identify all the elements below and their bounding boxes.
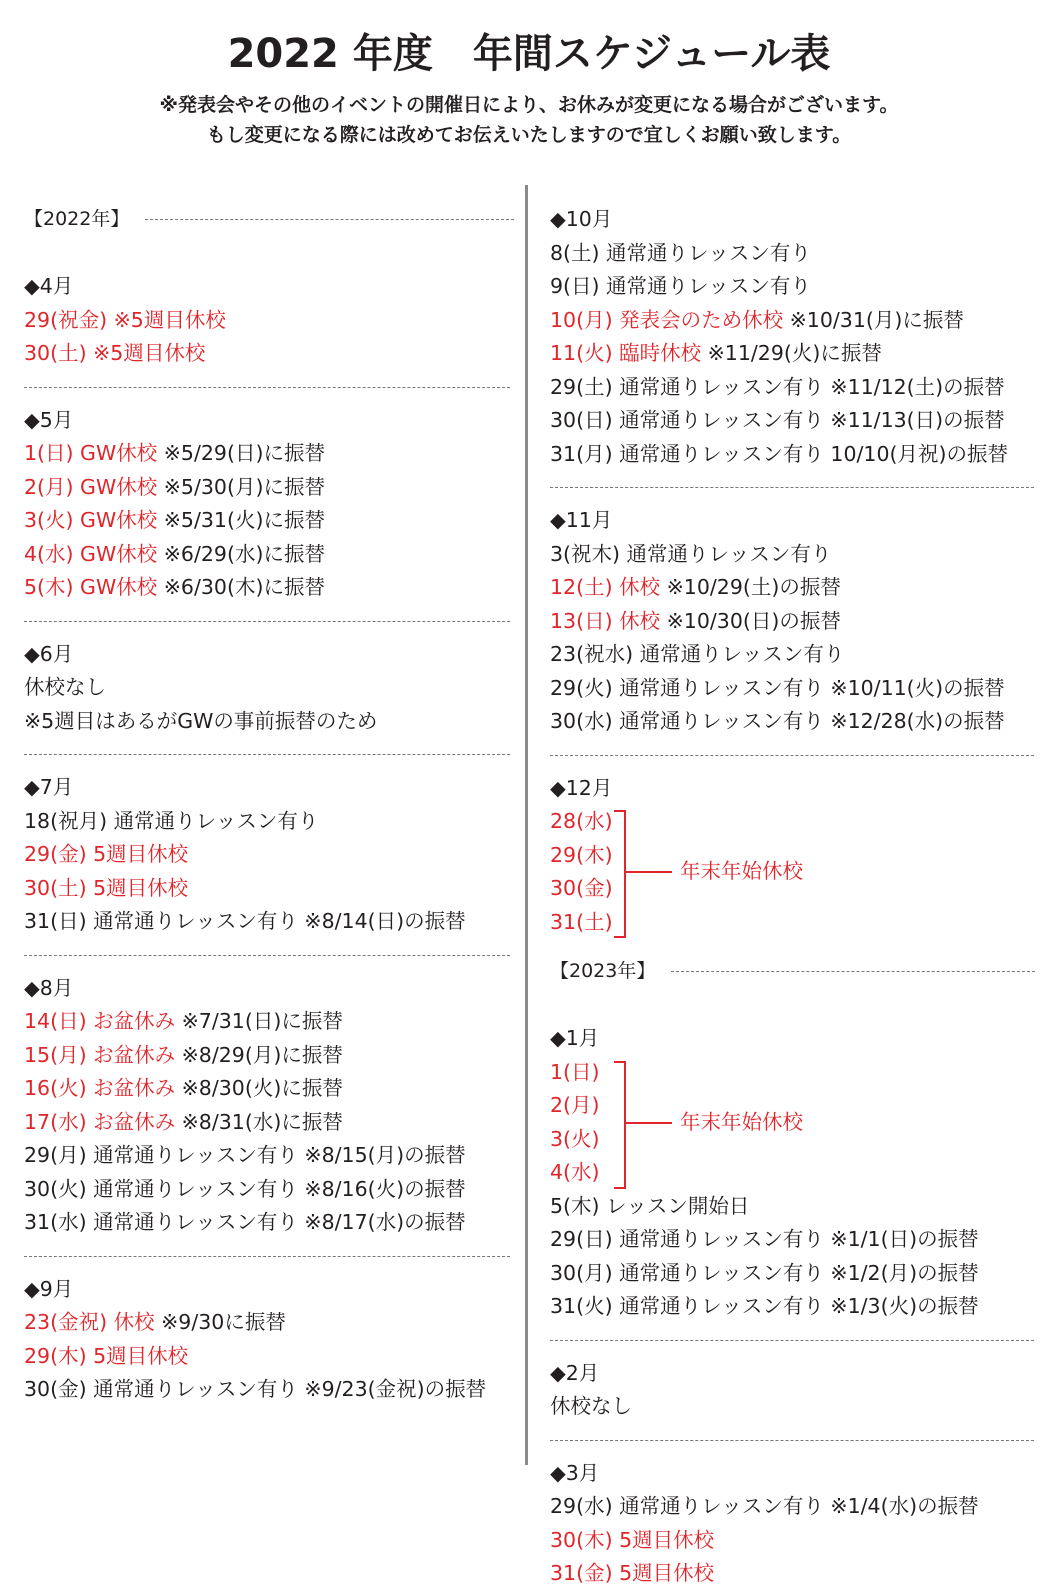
schedule-line: 30(土) ※5週目休校: [24, 341, 206, 365]
schedule-line: [550, 304, 1035, 338]
year-2023-header: [550, 955, 1035, 989]
year-2022-label: 【2022年】: [24, 208, 130, 230]
schedule-line: [24, 471, 514, 505]
closure-note: ※8/31(水)に振替: [175, 1109, 343, 1134]
closure-date: 12(土) 休校: [550, 575, 661, 599]
section-november: [550, 504, 1035, 739]
schedule-line: 30(木) 5週目休校: [550, 1527, 715, 1552]
year-2022-header: [24, 203, 514, 237]
month-heading: ◆9月: [24, 1276, 74, 1301]
schedule-line: 31(月) 通常通りレッスン有り 10/10(月祝)の振替: [550, 441, 1008, 466]
schedule-line: [550, 337, 1035, 371]
month-heading: ◆4月: [24, 274, 74, 298]
section-april: [24, 270, 514, 371]
closure-date: 4(水): [550, 1160, 600, 1184]
section-december: [550, 772, 1035, 940]
section-may: [24, 404, 514, 605]
month-heading: ◆7月: [24, 775, 74, 799]
schedule-line: 3(祝木) 通常通りレッスン有り: [550, 541, 832, 566]
column-divider: [525, 185, 528, 1465]
section-separator: [24, 387, 510, 388]
schedule-line: [24, 1005, 514, 1039]
section-june: [24, 638, 514, 739]
schedule-line: 29(水) 通常通りレッスン有り ※1/4(水)の振替: [550, 1494, 979, 1518]
schedule-line: 18(祝月) 通常通りレッスン有り: [24, 808, 319, 833]
section-january: [550, 1022, 1035, 1324]
bracket-shape: [614, 810, 626, 938]
section-separator: [550, 755, 1034, 756]
schedule-line: 30(金) 通常通りレッスン有り ※9/23(金祝)の振替: [24, 1377, 487, 1401]
month-heading: ◆12月: [550, 775, 613, 800]
month-heading: ◆8月: [24, 975, 74, 1000]
schedule-line: 30(水) 通常通りレッスン有り ※12/28(水)の振替: [550, 709, 1005, 733]
month-heading: ◆3月: [550, 1460, 600, 1485]
year-end-label: 年末年始休校: [680, 859, 803, 883]
page-title: 2022 年度 年間スケジュール表: [227, 31, 831, 77]
schedule-line: [24, 504, 514, 538]
month-heading: ◆1月: [550, 1026, 600, 1050]
closure-date: 3(火) GW休校: [24, 508, 158, 532]
bracket-shape: [614, 1061, 626, 1189]
schedule-line: [24, 571, 514, 605]
schedule-line: [550, 605, 1035, 639]
closure-note: ※6/29(水)に振替: [157, 541, 325, 566]
section-october: [550, 203, 1035, 471]
closure-date: 16(火) お盆休み: [24, 1076, 176, 1100]
schedule-line: [550, 571, 1035, 605]
closure-date: 17(水) お盆休み: [24, 1109, 176, 1134]
schedule-line: 8(土) 通常通りレッスン有り: [550, 240, 811, 265]
year-end-group: [550, 805, 1035, 939]
schedule-line: 30(月) 通常通りレッスン有り ※1/2(月)の振替: [550, 1260, 979, 1285]
month-heading: ◆11月: [550, 508, 613, 532]
closure-note: ※8/30(火)に振替: [175, 1076, 343, 1100]
schedule-line: [24, 1306, 514, 1340]
closure-date: 5(木) GW休校: [24, 575, 158, 599]
closure-note: ※8/29(月)に振替: [175, 1042, 343, 1067]
schedule-line: 29(日) 通常通りレッスン有り ※1/1(日)の振替: [550, 1227, 979, 1251]
schedule-line: 29(土) 通常通りレッスン有り ※11/12(土)の振替: [550, 374, 1005, 399]
schedule-line: [24, 1039, 514, 1073]
closure-date: 3(火): [550, 1126, 600, 1151]
year-2022-dash: [145, 219, 514, 220]
section-separator: [24, 754, 510, 755]
schedule-line: [24, 538, 514, 572]
closure-date: 4(水) GW休校: [24, 541, 158, 566]
schedule-line: 31(金) 5週目休校: [550, 1561, 715, 1585]
closure-note: ※5/29(日)に振替: [157, 441, 325, 465]
closure-note: ※5/31(火)に振替: [157, 508, 325, 532]
closure-date: 30(金): [550, 876, 613, 900]
section-july: [24, 771, 514, 939]
schedule-line: 休校なし: [24, 675, 106, 699]
closure-date: 11(火) 臨時休校: [550, 341, 702, 365]
schedule-line: 29(金) 5週目休校: [24, 842, 189, 866]
closure-date: 1(日): [550, 1059, 600, 1084]
schedule-line: 5(木) レッスン開始日: [550, 1193, 750, 1218]
closure-note: ※10/30(日)の振替: [660, 608, 841, 633]
schedule-line: 29(月) 通常通りレッスン有り ※8/15(月)の振替: [24, 1143, 466, 1167]
closure-date: 13(日) 休校: [550, 608, 661, 633]
month-heading: ◆5月: [24, 407, 74, 432]
schedule-line: ※5週目はあるがGWの事前振替のため: [24, 708, 378, 733]
closure-date: 15(月) お盆休み: [24, 1042, 176, 1067]
schedule-line: 9(日) 通常通りレッスン有り: [550, 274, 811, 298]
section-separator: [550, 1440, 1034, 1441]
year-2023-label: 【2023年】: [550, 960, 656, 982]
schedule-line: 29(火) 通常通りレッスン有り ※10/11(火)の振替: [550, 675, 1005, 700]
notice-line-1: ※発表会やその他のイベントの開催日により、お休みが変更になる場合がございます。: [159, 94, 899, 116]
month-heading: ◆10月: [550, 207, 613, 231]
closure-date: 23(金祝) 休校: [24, 1310, 155, 1334]
closure-date: 28(水): [550, 809, 613, 833]
section-separator: [24, 621, 510, 622]
new-year-group: [550, 1056, 1035, 1190]
bracket-arm: [626, 1122, 672, 1124]
closure-date: 29(木): [550, 842, 613, 867]
section-separator: [24, 955, 510, 956]
schedule-line: 30(日) 通常通りレッスン有り ※11/13(日)の振替: [550, 408, 1005, 432]
closure-date: 2(月): [550, 1093, 600, 1117]
closure-note: ※6/30(木)に振替: [157, 575, 325, 599]
closure-date: 2(月) GW休校: [24, 474, 158, 499]
section-separator: [550, 487, 1034, 488]
closure-note: ※7/31(日)に振替: [175, 1009, 343, 1033]
schedule-line: 23(祝水) 通常通りレッスン有り: [550, 642, 845, 666]
closure-note: ※9/30に振替: [154, 1310, 286, 1334]
section-august: [24, 972, 514, 1240]
closure-date: 31(土): [550, 909, 613, 934]
closure-date: 14(日) お盆休み: [24, 1009, 176, 1033]
schedule-line: [24, 437, 514, 471]
schedule-line: 30(火) 通常通りレッスン有り ※8/16(火)の振替: [24, 1176, 466, 1201]
schedule-line: 29(木) 5週目休校: [24, 1343, 189, 1368]
new-year-label: 年末年始休校: [680, 1109, 803, 1134]
schedule-line: 31(火) 通常通りレッスン有り ※1/3(火)の振替: [550, 1294, 979, 1318]
bracket-arm: [626, 871, 672, 873]
schedule-line: 休校なし: [550, 1394, 632, 1418]
schedule-line: 31(日) 通常通りレッスン有り ※8/14(日)の振替: [24, 909, 466, 933]
schedule-line: 29(祝金) ※5週目休校: [24, 307, 226, 332]
year-2023-dash: [671, 971, 1035, 972]
closure-note: ※10/29(土)の振替: [660, 575, 841, 599]
right-column: [550, 203, 1035, 1591]
closure-note: ※5/30(月)に振替: [157, 474, 325, 499]
notice-line-2: もし変更になる際には改めてお伝えいたしますので宜しくお願い致します。: [206, 124, 852, 146]
closure-note: ※10/31(月)に振替: [783, 307, 964, 332]
closure-date: 10(月) 発表会のため休校: [550, 307, 784, 332]
section-february: [550, 1357, 1035, 1424]
section-september: [24, 1273, 514, 1407]
left-column: [24, 203, 514, 1407]
schedule-line: 31(水) 通常通りレッスン有り ※8/17(水)の振替: [24, 1210, 466, 1234]
section-separator: [550, 1340, 1034, 1341]
schedule-line: [24, 1072, 514, 1106]
closure-date: 1(日) GW休校: [24, 441, 158, 465]
section-separator: [24, 1256, 510, 1257]
section-march: [550, 1457, 1035, 1591]
closure-note: ※11/29(火)に振替: [701, 341, 882, 365]
month-heading: ◆6月: [24, 641, 74, 666]
schedule-line: [24, 1106, 514, 1140]
month-heading: ◆2月: [550, 1360, 600, 1385]
schedule-line: 30(土) 5週目休校: [24, 875, 189, 900]
